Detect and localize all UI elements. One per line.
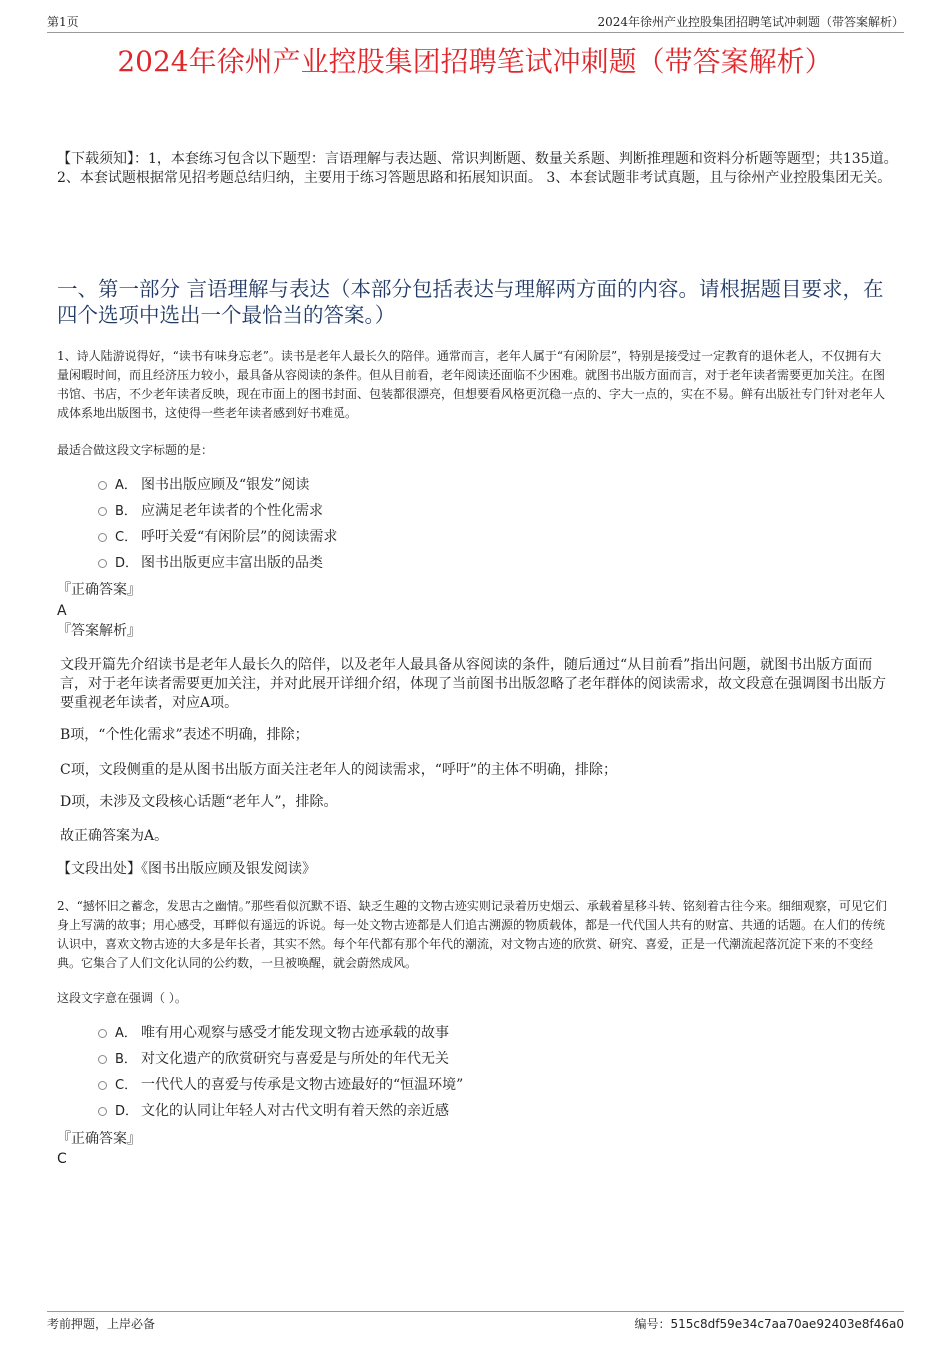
q2-answer: C	[57, 1151, 67, 1167]
radio-icon[interactable]	[98, 481, 107, 490]
q1-correct-answer-label: 『正确答案』	[57, 582, 141, 598]
q1-answer: A	[57, 603, 67, 619]
radio-icon[interactable]	[98, 1107, 107, 1116]
q1-note-b: B项，“个性化需求”表述不明确，排除；	[60, 727, 309, 743]
q2-correct-answer-label: 『正确答案』	[57, 1131, 141, 1147]
radio-icon[interactable]	[98, 559, 107, 568]
question-2-options	[98, 1020, 578, 1124]
radio-icon[interactable]	[98, 533, 107, 542]
section-heading: 一、第一部分 言语理解与表达（本部分包括表达与理解两方面的内容。请根据题目要求，在四个选项中选出一个最恰当的答案。）	[57, 277, 884, 327]
question-1-text: 1、诗人陆游说得好，“读书有味身忘老”。读书是老年人最长久的陪伴。通常而言，老年人属于“有闲阶层”，特别是接受过一定教育的退休老人，不仅拥有大量闲暇时间，而且经济压力较小，最具备从容阅读的条件。但从目前看，老年阅读还面临不少困难。就图书出版方面而言，对于老年读者需要更加关注。在图书馆、书店，不少老年读者反映，现在市面上的图书封面、包装都很漂亮，但想要看风格更沉稳一点的、字大一点的，实在不易。鲜有出版社专门针对老年人成体系地出版图书，这使得一些老年读者感到好书难觅。	[57, 349, 886, 420]
question-2-stem: 这段文字意在强调（ ）。	[57, 991, 187, 1005]
page-number: 第1页	[47, 15, 79, 29]
q2-option-c[interactable]: C． 一代代人的喜爱与传承是文物古迹最好的“恒温环境”	[98, 1072, 578, 1098]
q2-option-a[interactable]: A． 唯有用心观察与感受才能发现文物古迹承载的故事	[98, 1020, 578, 1046]
footer-serial: 编号：515c8df59e34c7aa70ae92403e8f46a0	[634, 1317, 904, 1331]
radio-icon[interactable]	[98, 1081, 107, 1090]
q1-option-d[interactable]: D． 图书出版更应丰富出版的品类	[98, 550, 518, 576]
radio-icon[interactable]	[98, 1055, 107, 1064]
q2-option-b[interactable]: B． 对文化遗产的欣赏研究与喜爱是与所处的年代无关	[98, 1046, 578, 1072]
footer-slogan: 考前押题，上岸必备	[47, 1317, 156, 1331]
q1-source: 【文段出处】《图书出版应顾及银发阅读》	[57, 861, 316, 877]
q1-explanation-label: 『答案解析』	[57, 623, 141, 639]
download-notice: 【下载须知】：1，本套练习包含以下题型：言语理解与表达题、常识判断题、数量关系题、判断推理题和资料分析题等题型；共135道。 2、本套试题根据常见招考题总结归纳，主要用于练习答题思路和拓展知识面。 3、本套试题非考试真题，且与徐州产业控股集团无关。	[57, 151, 898, 186]
question-1-options	[98, 472, 518, 576]
q1-option-c[interactable]: C． 呼吁关爱“有闲阶层”的阅读需求	[98, 524, 518, 550]
document-title: 2024年徐州产业控股集团招聘笔试冲刺题（带答案解析）	[117, 45, 833, 78]
question-2-text: 2、“撼怀旧之蓄念，发思古之幽情。”那些看似沉默不语、缺乏生趣的文物古迹实则记录着历史烟云、承载着星移斗转、铭刻着古往今来。细细观察，可见它们身上写满的故事；用心感受，耳畔似有遥远的诉说。每一处文物古迹都是人们追古溯源的物质载体，都是一代代国人共有的财富、共通的话题。在人们的传统认识中，喜欢文物古迹的大多是年长者，其实不然。每个年代都有那个年代的潮流，对文物古迹的欣赏、研究、喜爱，正是一代潮流起落沉淀下来的不变经典。它集合了人们文化认同的公约数，一旦被唤醒，就会蔚然成风。	[57, 899, 887, 970]
q1-note-c: C项，文段侧重的是从图书出版方面关注老年人的阅读需求，“呼吁”的主体不明确，排除；	[60, 762, 618, 778]
header-doc-title: 2024年徐州产业控股集团招聘笔试冲刺题（带答案解析）	[597, 15, 904, 29]
q1-option-a[interactable]: A． 图书出版应顾及“银发”阅读	[98, 472, 518, 498]
q1-conclusion: 故正确答案为A。	[60, 828, 169, 844]
question-1-stem: 最适合做这段文字标题的是：	[57, 443, 214, 457]
q1-note-d: D项，未涉及文段核心话题“老年人”，排除。	[60, 794, 338, 810]
q2-option-d[interactable]: D． 文化的认同让年轻人对古代文明有着天然的亲近感	[98, 1098, 578, 1124]
q1-explanation: 文段开篇先介绍读书是老年人最长久的陪伴，以及老年人最具备从容阅读的条件，随后通过“从目前看”指出问题，就图书出版方面而言，对于老年读者需要更加关注，并对此展开详细介绍，体现了当前图书出版忽略了老年群体的阅读需求，故文段意在强调图书出版方要重视老年读者，对应A项。	[60, 657, 886, 711]
q1-option-b[interactable]: B． 应满足老年读者的个性化需求	[98, 498, 518, 524]
radio-icon[interactable]	[98, 1029, 107, 1038]
page-footer	[47, 1311, 904, 1334]
page-header	[47, 12, 904, 33]
radio-icon[interactable]	[98, 507, 107, 516]
